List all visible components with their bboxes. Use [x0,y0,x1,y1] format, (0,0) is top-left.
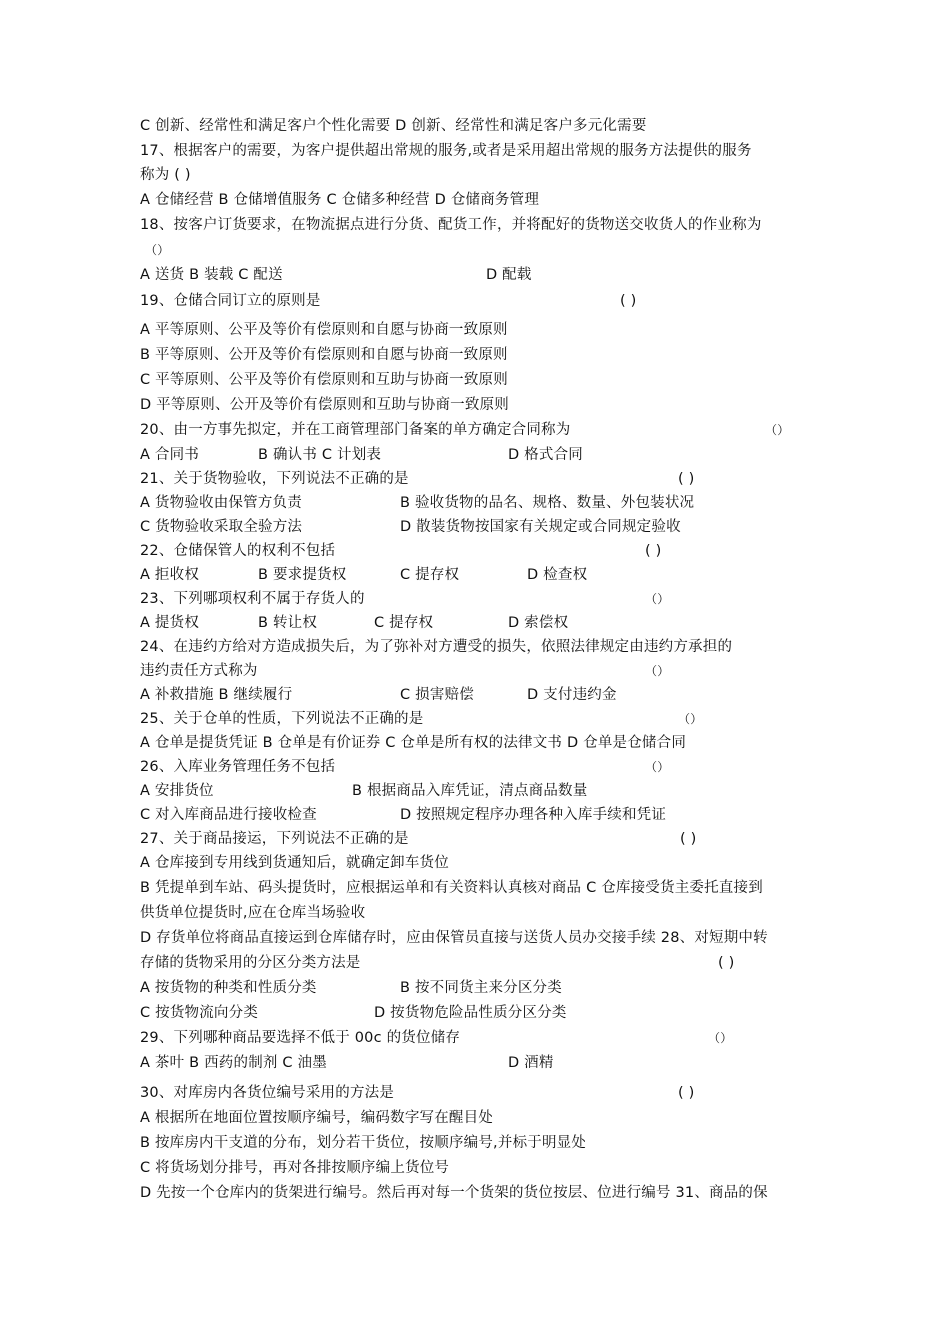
question-23: 23、下列哪项权利不属于存货人的 （） [140,591,670,607]
options-line: A 送货 B 装载 C 配送 D 配载 [140,267,532,283]
option-line: D 存货单位将商品直接运到仓库储存时，应由保管员直接与送货人员办交接手续 28、对短期中转 [140,930,768,946]
options-line: A 按货物的种类和性质分类 B 按不同货主来分区分类 [140,980,562,996]
text-line: C 创新、经常性和满足客户个性化需要 D 创新、经常性和满足客户多元化需要 [140,118,647,134]
question-26: 26、入库业务管理任务不包括 （） [140,759,670,775]
question-30: 30、对库房内各货位编号采用的方法是 ( ) [140,1085,695,1101]
question-17: 17、根据客户的需要，为客户提供超出常规的服务,或者是采用超出常规的服务方法提供的服务 [140,143,752,159]
question-25: 25、关于仓单的性质，下列说法不正确的是 （） [140,711,703,727]
text-line: 违约责任方式称为 （） [140,663,670,679]
question-21: 21、关于货物验收，下列说法不正确的是 ( ) [140,471,695,487]
answer-paren: （） [145,243,170,257]
question-22: 22、仓储保管人的权利不包括 ( ) [140,543,662,559]
option-line: A 平等原则、公平及等价有偿原则和自愿与协商一致原则 [140,322,508,338]
option-line: D 先按一个仓库内的货架进行编号。然后再对每一个货架的货位按层、位进行编号 31、商品的保 [140,1185,768,1201]
question-28: 存储的货物采用的分区分类方法是 ( ) [140,955,735,971]
options-line: A 拒收权 B 要求提货权 C 提存权 D 检查权 [140,567,588,583]
question-29: 29、下列哪种商品要选择不低于 00c 的货位储存 （） [140,1030,733,1046]
options-line: A 仓单是提货凭证 B 仓单是有价证券 C 仓单是所有权的法律文书 D 仓单是仓储合同 [140,735,687,751]
option-line: A 根据所在地面位置按顺序编号，编码数字写在醒目处 [140,1110,494,1126]
question-19: 19、仓储合同订立的原则是 ( ) [140,293,637,309]
question-18: 18、按客户订货要求，在物流据点进行分货、配货工作，并将配好的货物送交收货人的作业称为 [140,217,762,233]
option-line: B 凭提单到车站、码头提货时，应根据运单和有关资料认真核对商品 C 仓库接受货主委托直接到 [140,880,763,896]
options-line: A 安排货位 B 根据商品入库凭证，清点商品数量 [140,783,588,799]
option-line: C 平等原则、公平及等价有偿原则和互助与协商一致原则 [140,372,508,388]
options-line: C 按货物流向分类 D 按货物危险品性质分区分类 [140,1005,567,1021]
question-20: 20、由一方事先拟定，并在工商管理部门备案的单方确定合同称为 （） [140,422,790,438]
options-line: A 补救措施 B 继续履行 C 损害赔偿 D 支付违约金 [140,687,617,703]
options-line: A 合同书 B 确认书 C 计划表 D 格式合同 [140,447,583,463]
option-line: 供货单位提货时,应在仓库当场验收 [140,905,366,921]
option-line: B 按库房内干支道的分布，划分若干货位，按顺序编号,并标于明显处 [140,1135,587,1151]
option-line: C 将货场划分排号，再对各排按顺序编上货位号 [140,1160,450,1176]
options-line: A 货物验收由保管方负责 B 验收货物的品名、规格、数量、外包装状况 [140,495,695,511]
option-line: A 仓库接到专用线到货通知后，就确定卸车货位 [140,855,449,871]
text-line: 称为 ( ) [140,167,191,183]
options-line: A 仓储经营 B 仓储增值服务 C 仓储多种经营 D 仓储商务管理 [140,192,540,208]
options-line: A 提货权 B 转让权 C 提存权 D 索偿权 [140,615,569,631]
option-line: D 平等原则、公开及等价有偿原则和互助与协商一致原则 [140,397,509,413]
options-line: C 对入库商品进行接收检查 D 按照规定程序办理各种入库手续和凭证 [140,807,667,823]
options-line: C 货物验收采取全验方法 D 散装货物按国家有关规定或合同规定验收 [140,519,681,535]
options-line: A 茶叶 B 西药的制剂 C 油墨 D 酒精 [140,1055,554,1071]
option-line: B 平等原则、公开及等价有偿原则和自愿与协商一致原则 [140,347,508,363]
question-24: 24、在违约方给对方造成损失后，为了弥补对方遭受的损失，依照法律规定由违约方承担的 [140,639,733,655]
question-27: 27、关于商品接运，下列说法不正确的是 ( ) [140,831,697,847]
